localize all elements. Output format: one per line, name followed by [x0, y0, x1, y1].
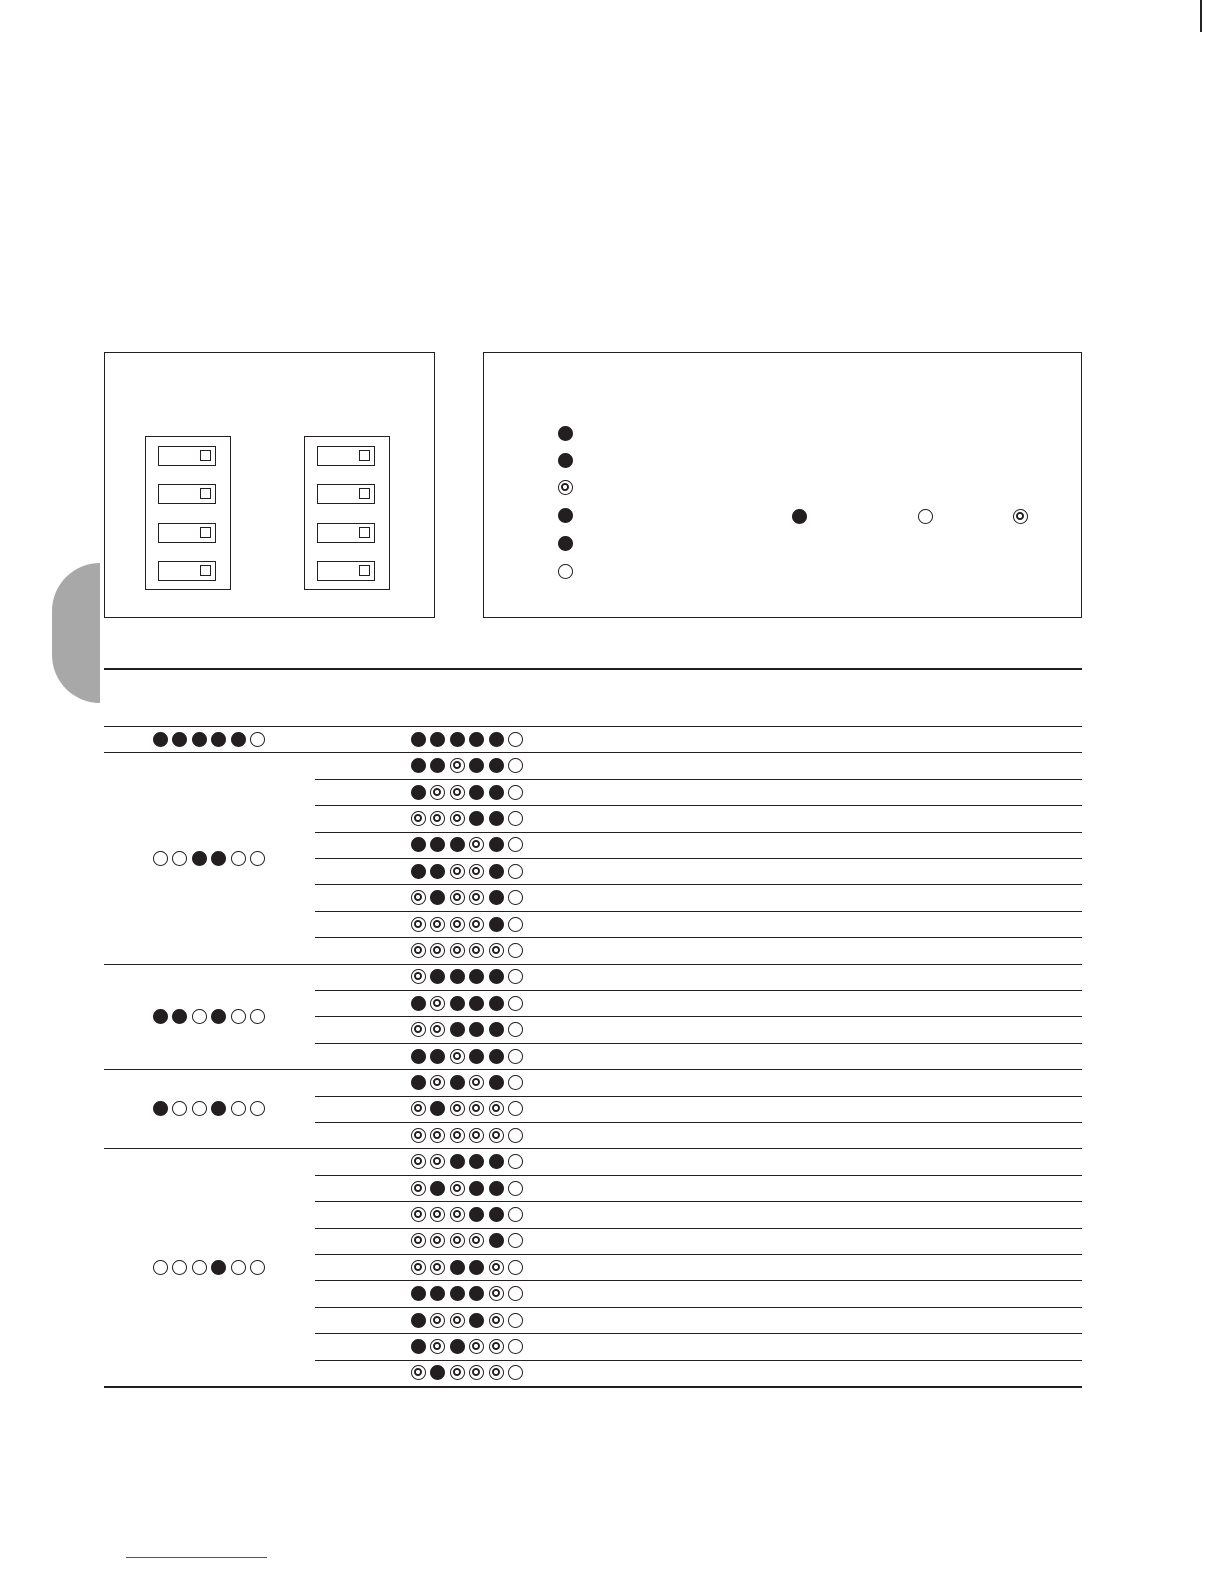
- led-on-icon: [172, 732, 187, 747]
- led-on-icon: [450, 1260, 465, 1275]
- led-off-icon: [231, 1101, 246, 1116]
- led-blink-icon: [411, 1022, 426, 1037]
- led-blink-icon: [469, 1233, 484, 1248]
- table-group-divider: [104, 1069, 1082, 1070]
- led-blink-icon: [411, 1365, 426, 1380]
- led-off-icon: [250, 1101, 265, 1116]
- led-blink-icon: [411, 1128, 426, 1143]
- led-blink-icon: [489, 1286, 504, 1301]
- led-blink-icon: [469, 1128, 484, 1143]
- table-row-divider: [315, 911, 1082, 912]
- led-off-icon: [153, 1260, 168, 1275]
- led-blink-icon: [430, 1128, 445, 1143]
- switch-knob: [359, 527, 370, 538]
- table-group-divider: [104, 752, 1082, 753]
- led-off-icon: [508, 917, 523, 932]
- table-row-divider: [315, 832, 1082, 833]
- led-blink-icon: [411, 890, 426, 905]
- led-blink-icon: [469, 1365, 484, 1380]
- table-row-divider: [315, 858, 1082, 859]
- led-blink-icon: [489, 1101, 504, 1116]
- led-on-icon: [469, 1049, 484, 1064]
- led-off-icon: [508, 1339, 523, 1354]
- led-off-icon: [192, 1260, 207, 1275]
- led-on-icon: [469, 811, 484, 826]
- led-on-icon: [489, 1075, 504, 1090]
- table-row-divider: [315, 1201, 1082, 1202]
- led-blink-icon: [450, 811, 465, 826]
- led-blink-icon: [430, 996, 445, 1011]
- led-on-icon: [469, 1181, 484, 1196]
- led-blink-icon: [411, 1260, 426, 1275]
- switch-knob: [359, 565, 370, 576]
- led-blink-icon: [450, 1233, 465, 1248]
- footer-link-underline: [126, 1557, 267, 1558]
- led-on-icon: [411, 996, 426, 1011]
- led-blink-icon: [411, 1101, 426, 1116]
- led-off-icon: [250, 732, 265, 747]
- led-on-icon: [558, 426, 573, 441]
- top-edge-mark: [1200, 0, 1202, 32]
- led-on-icon: [411, 864, 426, 879]
- led-on-icon: [450, 1339, 465, 1354]
- led-on-icon: [192, 851, 207, 866]
- led-blink-icon: [489, 1339, 504, 1354]
- dip-switch-3: [158, 523, 216, 543]
- led-on-icon: [469, 1286, 484, 1301]
- led-off-icon: [508, 1260, 523, 1275]
- led-on-icon: [489, 969, 504, 984]
- led-on-icon: [469, 1260, 484, 1275]
- led-off-icon: [508, 969, 523, 984]
- section-tab: [52, 563, 100, 703]
- led-blink-icon: [489, 1128, 504, 1143]
- switch-knob: [200, 527, 211, 538]
- led-on-icon: [211, 851, 226, 866]
- led-on-icon: [489, 811, 504, 826]
- led-blink-icon: [450, 1207, 465, 1222]
- switch-knob: [200, 565, 211, 576]
- led-blink-icon: [450, 785, 465, 800]
- led-blink-icon: [450, 758, 465, 773]
- led-on-icon: [411, 1339, 426, 1354]
- led-on-icon: [469, 1207, 484, 1222]
- switch-knob: [200, 450, 211, 461]
- led-on-icon: [489, 1207, 504, 1222]
- dip-switch-4: [158, 561, 216, 581]
- led-blink-icon: [469, 1339, 484, 1354]
- table-header-rule: [104, 726, 1082, 727]
- led-blink-icon: [558, 480, 573, 495]
- led-on-icon: [450, 1075, 465, 1090]
- switch-knob: [359, 488, 370, 499]
- led-on-icon: [450, 1154, 465, 1169]
- table-row-divider: [315, 1122, 1082, 1123]
- led-off-icon: [192, 1009, 207, 1024]
- led-off-icon: [508, 1049, 523, 1064]
- led-blink-icon: [430, 811, 445, 826]
- led-on-icon: [489, 1049, 504, 1064]
- led-off-icon: [508, 1233, 523, 1248]
- led-off-icon: [508, 1075, 523, 1090]
- dip-switch-1: [158, 446, 216, 466]
- led-off-icon: [153, 851, 168, 866]
- led-on-icon: [469, 1154, 484, 1169]
- led-on-icon: [430, 864, 445, 879]
- led-blink-icon: [469, 1075, 484, 1090]
- led-blink-icon: [430, 1022, 445, 1037]
- led-off-icon: [231, 1260, 246, 1275]
- led-on-icon: [430, 1049, 445, 1064]
- led-on-icon: [411, 758, 426, 773]
- led-on-icon: [450, 996, 465, 1011]
- table-row-divider: [315, 884, 1082, 885]
- legend-on-icon: [792, 509, 807, 524]
- led-on-icon: [411, 1049, 426, 1064]
- led-on-icon: [430, 1286, 445, 1301]
- led-blink-icon: [411, 1207, 426, 1222]
- led-on-icon: [558, 508, 573, 523]
- led-off-icon: [192, 1101, 207, 1116]
- led-blink-icon: [411, 943, 426, 958]
- led-on-icon: [411, 732, 426, 747]
- led-on-icon: [430, 1365, 445, 1380]
- led-on-icon: [231, 732, 246, 747]
- led-on-icon: [450, 1286, 465, 1301]
- led-on-icon: [469, 758, 484, 773]
- led-blink-icon: [450, 943, 465, 958]
- dip-switch-3: [317, 523, 375, 543]
- led-blink-icon: [450, 890, 465, 905]
- table-group-divider: [104, 964, 1082, 965]
- led-blink-icon: [450, 864, 465, 879]
- led-blink-icon: [411, 1154, 426, 1169]
- led-blink-icon: [430, 1233, 445, 1248]
- led-off-icon: [508, 864, 523, 879]
- led-blink-icon: [469, 837, 484, 852]
- table-row-divider: [315, 1254, 1082, 1255]
- led-off-icon: [508, 811, 523, 826]
- led-off-icon: [250, 851, 265, 866]
- led-on-icon: [450, 1022, 465, 1037]
- led-off-icon: [508, 943, 523, 958]
- led-blink-icon: [489, 1260, 504, 1275]
- table-row-divider: [315, 1280, 1082, 1281]
- table-group-divider: [104, 1386, 1082, 1388]
- led-off-icon: [250, 1260, 265, 1275]
- dip-switch-1: [317, 446, 375, 466]
- led-on-icon: [489, 1233, 504, 1248]
- led-blink-icon: [450, 1128, 465, 1143]
- led-on-icon: [430, 837, 445, 852]
- led-on-icon: [489, 785, 504, 800]
- led-on-icon: [430, 758, 445, 773]
- led-on-icon: [469, 1313, 484, 1328]
- table-row-divider: [315, 990, 1082, 991]
- table-row-divider: [315, 805, 1082, 806]
- led-on-icon: [558, 453, 573, 468]
- led-off-icon: [508, 890, 523, 905]
- led-off-icon: [231, 1009, 246, 1024]
- led-on-icon: [192, 732, 207, 747]
- switch-knob: [200, 488, 211, 499]
- led-on-icon: [430, 890, 445, 905]
- led-blink-icon: [489, 943, 504, 958]
- led-on-icon: [489, 890, 504, 905]
- led-off-icon: [508, 1365, 523, 1380]
- led-blink-icon: [489, 1365, 504, 1380]
- led-on-icon: [450, 837, 465, 852]
- led-on-icon: [411, 785, 426, 800]
- led-blink-icon: [430, 1313, 445, 1328]
- led-on-icon: [211, 1009, 226, 1024]
- dip-switch-bank-left: [145, 436, 231, 590]
- led-blink-icon: [430, 943, 445, 958]
- led-off-icon: [508, 996, 523, 1011]
- led-off-icon: [172, 851, 187, 866]
- led-on-icon: [489, 837, 504, 852]
- led-blink-icon: [411, 969, 426, 984]
- led-off-icon: [508, 1101, 523, 1116]
- led-blink-icon: [469, 890, 484, 905]
- dip-switch-2: [158, 484, 216, 504]
- switch-knob: [359, 450, 370, 461]
- led-on-icon: [489, 1022, 504, 1037]
- led-off-icon: [508, 1154, 523, 1169]
- led-blink-icon: [430, 1260, 445, 1275]
- led-on-icon: [489, 1181, 504, 1196]
- led-on-icon: [430, 1181, 445, 1196]
- led-on-icon: [172, 1009, 187, 1024]
- led-on-icon: [450, 732, 465, 747]
- led-off-icon: [508, 785, 523, 800]
- led-on-icon: [411, 837, 426, 852]
- table-row-divider: [315, 937, 1082, 938]
- led-on-icon: [153, 732, 168, 747]
- table-row-divider: [315, 779, 1082, 780]
- led-on-icon: [211, 732, 226, 747]
- led-on-icon: [430, 969, 445, 984]
- led-off-icon: [508, 1181, 523, 1196]
- led-off-icon: [172, 1260, 187, 1275]
- table-row-divider: [315, 1307, 1082, 1308]
- led-off-icon: [508, 1286, 523, 1301]
- led-blink-icon: [411, 1181, 426, 1196]
- led-blink-icon: [450, 917, 465, 932]
- led-on-icon: [489, 864, 504, 879]
- led-off-icon: [250, 1009, 265, 1024]
- led-blink-icon: [430, 1339, 445, 1354]
- led-blink-icon: [411, 1233, 426, 1248]
- led-on-icon: [153, 1101, 168, 1116]
- led-on-icon: [489, 917, 504, 932]
- table-row-divider: [315, 1016, 1082, 1017]
- led-on-icon: [411, 1286, 426, 1301]
- led-blink-icon: [450, 1049, 465, 1064]
- led-on-icon: [489, 1154, 504, 1169]
- led-on-icon: [469, 996, 484, 1011]
- led-off-icon: [508, 732, 523, 747]
- led-off-icon: [231, 851, 246, 866]
- led-blink-icon: [411, 811, 426, 826]
- dip-switch-2: [317, 484, 375, 504]
- table-row-divider: [315, 1043, 1082, 1044]
- dip-switch-4: [317, 561, 375, 581]
- led-blink-icon: [450, 1365, 465, 1380]
- led-blink-icon: [489, 1313, 504, 1328]
- led-blink-icon: [450, 1313, 465, 1328]
- led-blink-icon: [450, 1101, 465, 1116]
- led-off-icon: [508, 837, 523, 852]
- led-blink-icon: [411, 917, 426, 932]
- led-on-icon: [469, 732, 484, 747]
- led-on-icon: [489, 732, 504, 747]
- led-blink-icon: [430, 1207, 445, 1222]
- led-off-icon: [172, 1101, 187, 1116]
- led-off-icon: [508, 1207, 523, 1222]
- led-on-icon: [211, 1260, 226, 1275]
- legend-blink-icon: [1013, 509, 1028, 524]
- led-on-icon: [430, 732, 445, 747]
- table-group-divider: [104, 1148, 1082, 1149]
- led-off-icon: [508, 1313, 523, 1328]
- led-on-icon: [450, 969, 465, 984]
- led-off-icon: [508, 758, 523, 773]
- table-row-divider: [315, 1228, 1082, 1229]
- legend-off-icon: [918, 509, 933, 524]
- led-off-icon: [508, 1128, 523, 1143]
- led-blink-icon: [469, 917, 484, 932]
- table-row-divider: [315, 1096, 1082, 1097]
- led-blink-icon: [450, 1181, 465, 1196]
- led-on-icon: [153, 1009, 168, 1024]
- led-on-icon: [469, 969, 484, 984]
- led-blink-icon: [430, 1075, 445, 1090]
- led-on-icon: [489, 758, 504, 773]
- led-on-icon: [469, 785, 484, 800]
- table-row-divider: [315, 1333, 1082, 1334]
- led-blink-icon: [430, 917, 445, 932]
- led-blink-icon: [430, 785, 445, 800]
- dip-switch-bank-right: [304, 436, 390, 590]
- led-blink-icon: [469, 943, 484, 958]
- led-off-icon: [508, 1022, 523, 1037]
- table-top-rule: [104, 668, 1082, 670]
- table-row-divider: [315, 1360, 1082, 1361]
- led-on-icon: [469, 1022, 484, 1037]
- led-on-icon: [558, 536, 573, 551]
- led-on-icon: [430, 1101, 445, 1116]
- led-blink-icon: [469, 1101, 484, 1116]
- led-on-icon: [411, 1313, 426, 1328]
- led-off-icon: [558, 564, 573, 579]
- led-blink-icon: [430, 1154, 445, 1169]
- led-on-icon: [411, 1075, 426, 1090]
- led-blink-icon: [469, 864, 484, 879]
- table-row-divider: [315, 1175, 1082, 1176]
- led-on-icon: [489, 996, 504, 1011]
- led-on-icon: [211, 1101, 226, 1116]
